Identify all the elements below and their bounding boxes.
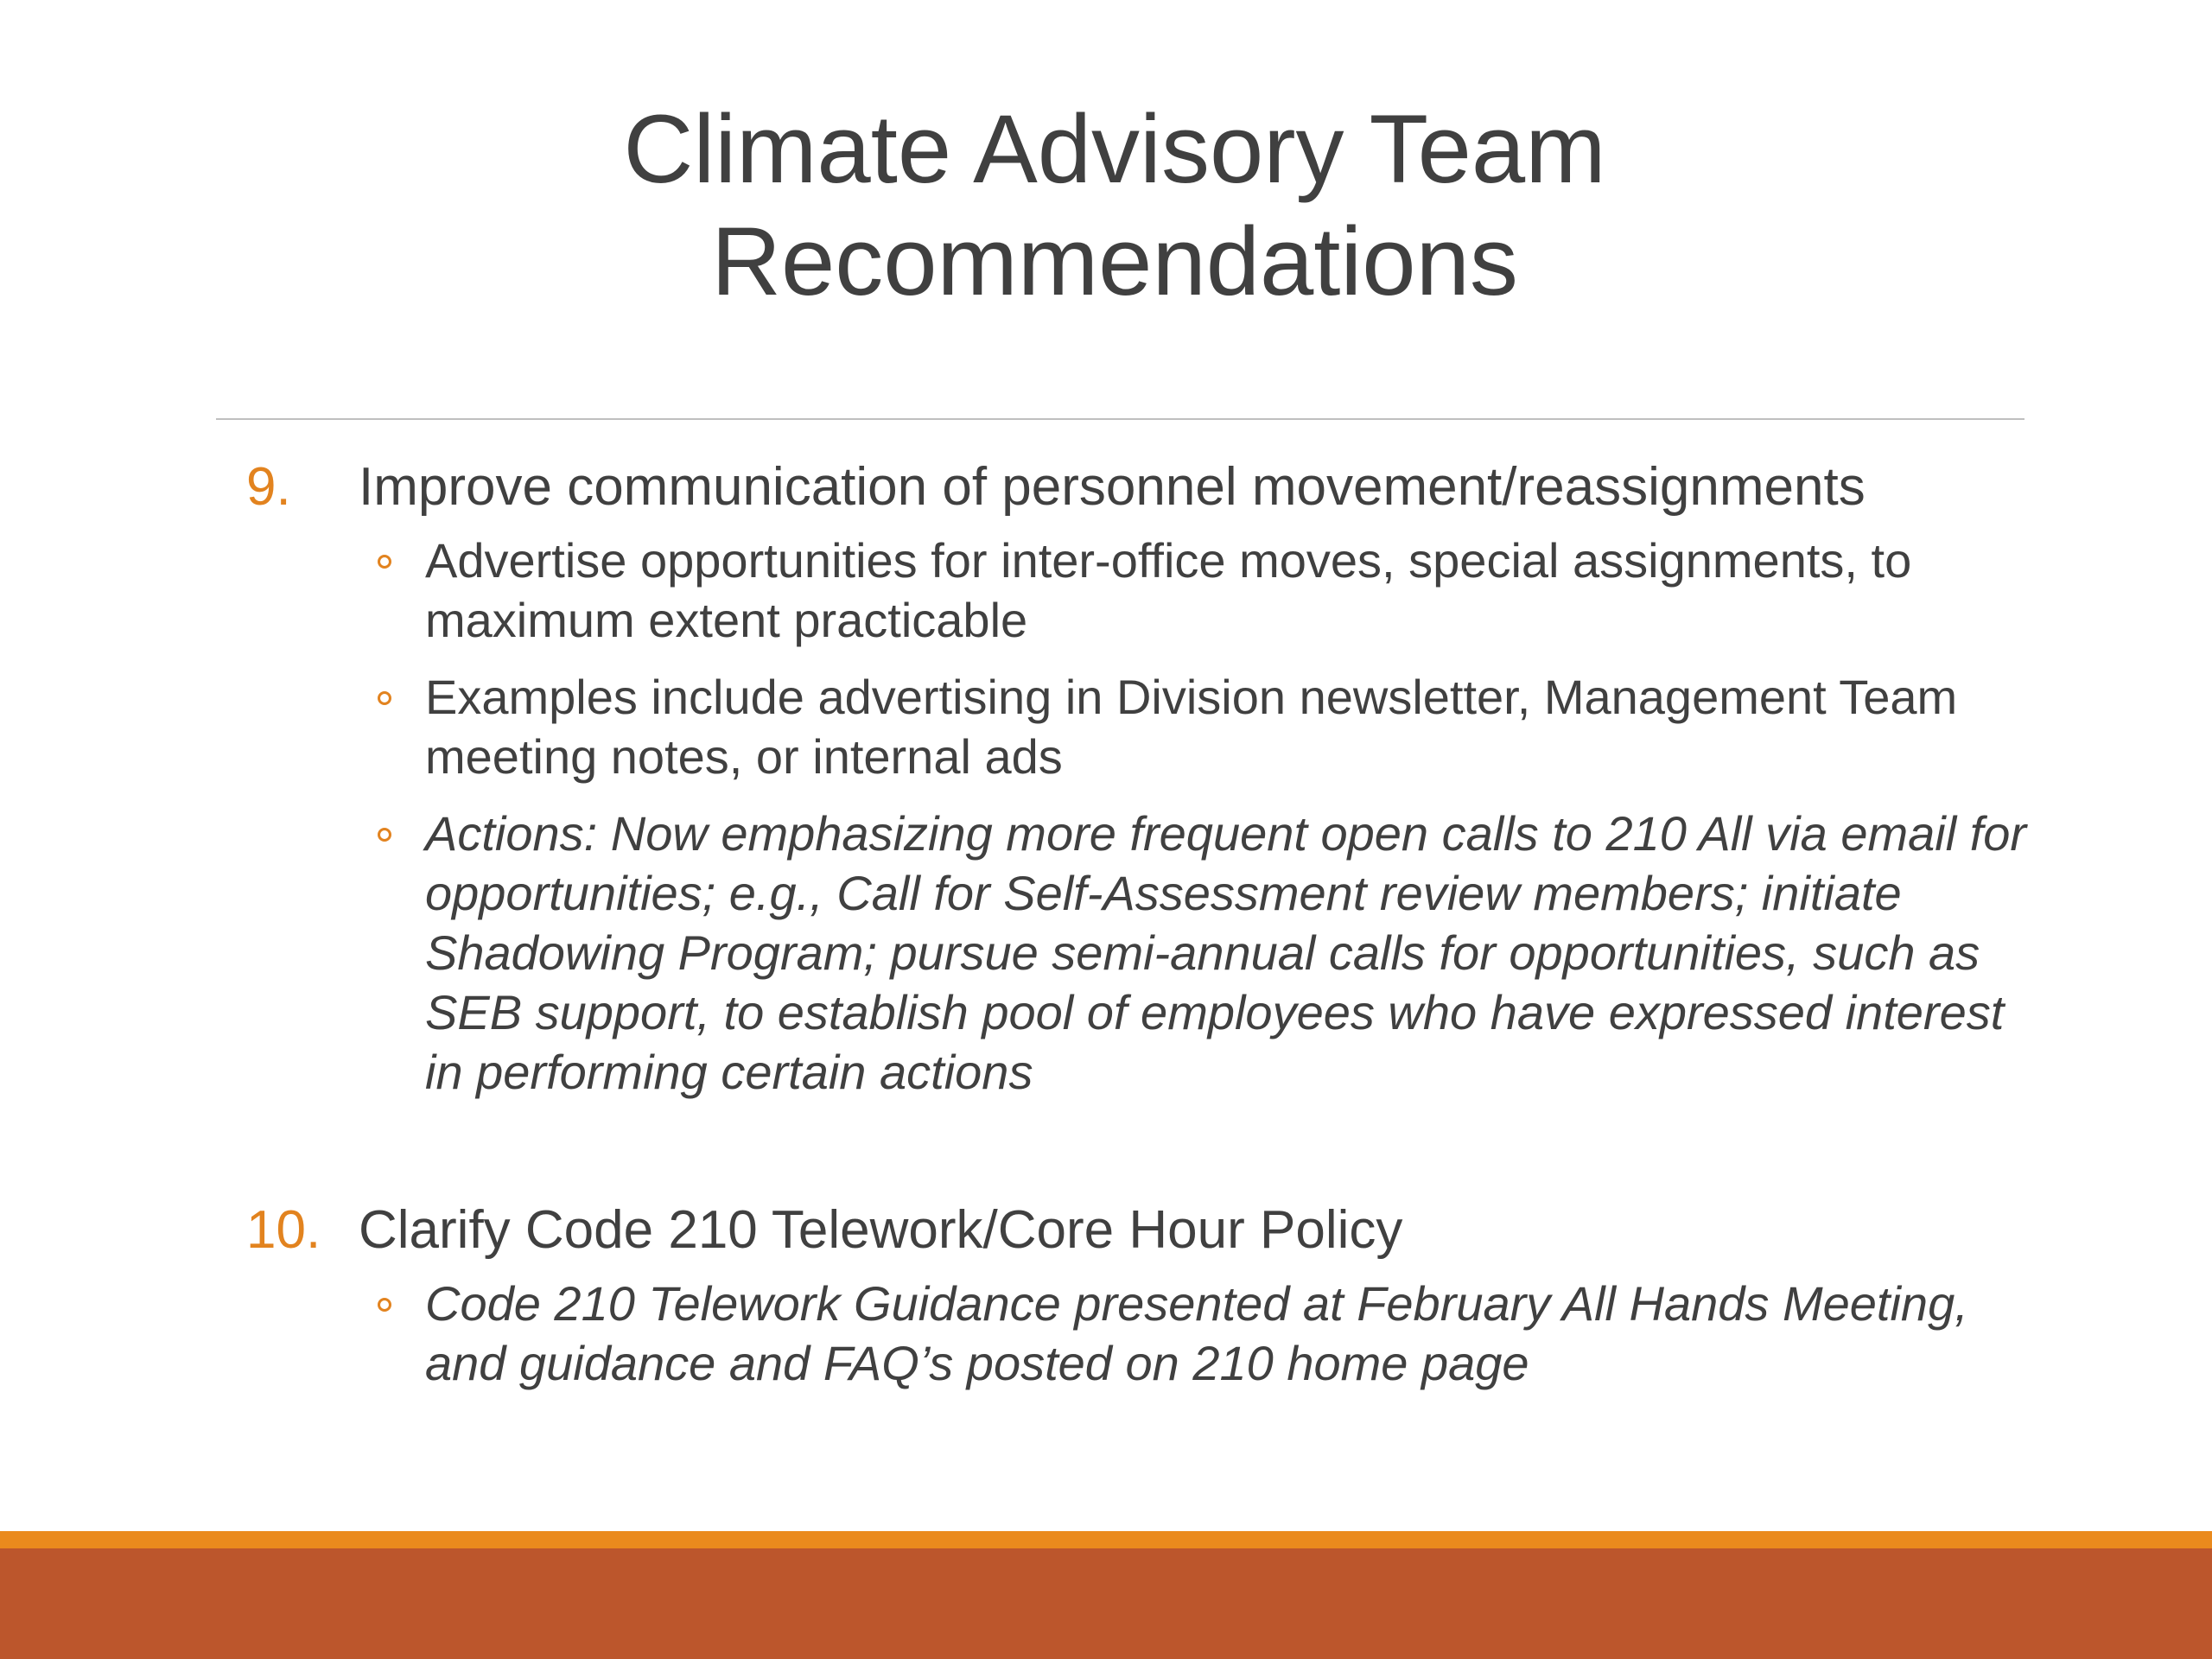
hollow-circle-bullet-icon: [378, 828, 391, 842]
slide-content: [246, 449, 2031, 1410]
footer-band: [0, 1548, 2212, 1659]
hollow-circle-bullet-icon: [378, 1298, 391, 1312]
sub-bullet-text: Examples include advertising in Division newsletter, Management Team meeting notes, or internal ads: [425, 670, 1958, 784]
slide-title-line-1: Climate Advisory Team: [623, 95, 1606, 203]
title-divider: [216, 418, 2024, 420]
sub-bullet-text: Actions: Now emphasizing more frequent open calls to 210 All via email for opportunities; e.g., Call for Self-Assessment review members; initiate Shadowing Program; pursue semi-annual calls for opportunities, such as SEB support, to establish pool of employees who have expressed interest in performing certain actions: [425, 806, 2027, 1099]
sub-bullet-list: [359, 531, 2031, 1102]
sub-bullet: [425, 1274, 2031, 1393]
item-number: 10.: [246, 1200, 321, 1260]
recommendation-item-9: [246, 449, 2031, 1102]
item-number: 9.: [246, 457, 291, 517]
sub-bullet: [425, 531, 2031, 650]
sub-bullet-text: Advertise opportunities for inter-office moves, special assignments, to maximum extent practicable: [425, 533, 1912, 647]
hollow-circle-bullet-icon: [378, 555, 391, 569]
sub-bullet-actions: [425, 804, 2031, 1102]
hollow-circle-bullet-icon: [378, 691, 391, 705]
slide-title: [216, 93, 2013, 318]
item-heading: Improve communication of personnel movement/reassignments: [359, 457, 1866, 517]
item-heading: Clarify Code 210 Telework/Core Hour Policy: [359, 1200, 1403, 1260]
footer-stripe: [0, 1531, 2212, 1548]
sub-bullet-list: [359, 1274, 2031, 1393]
sub-bullet-text: Code 210 Telework Guidance presented at February All Hands Meeting, and guidance and FAQ’s posted on 210 home page: [425, 1276, 1968, 1390]
sub-bullet: [425, 667, 2031, 786]
recommendation-item-10: [246, 1192, 2031, 1393]
slide-title-line-2: Recommendations: [711, 207, 1518, 315]
item-spacer: [246, 1119, 2031, 1192]
